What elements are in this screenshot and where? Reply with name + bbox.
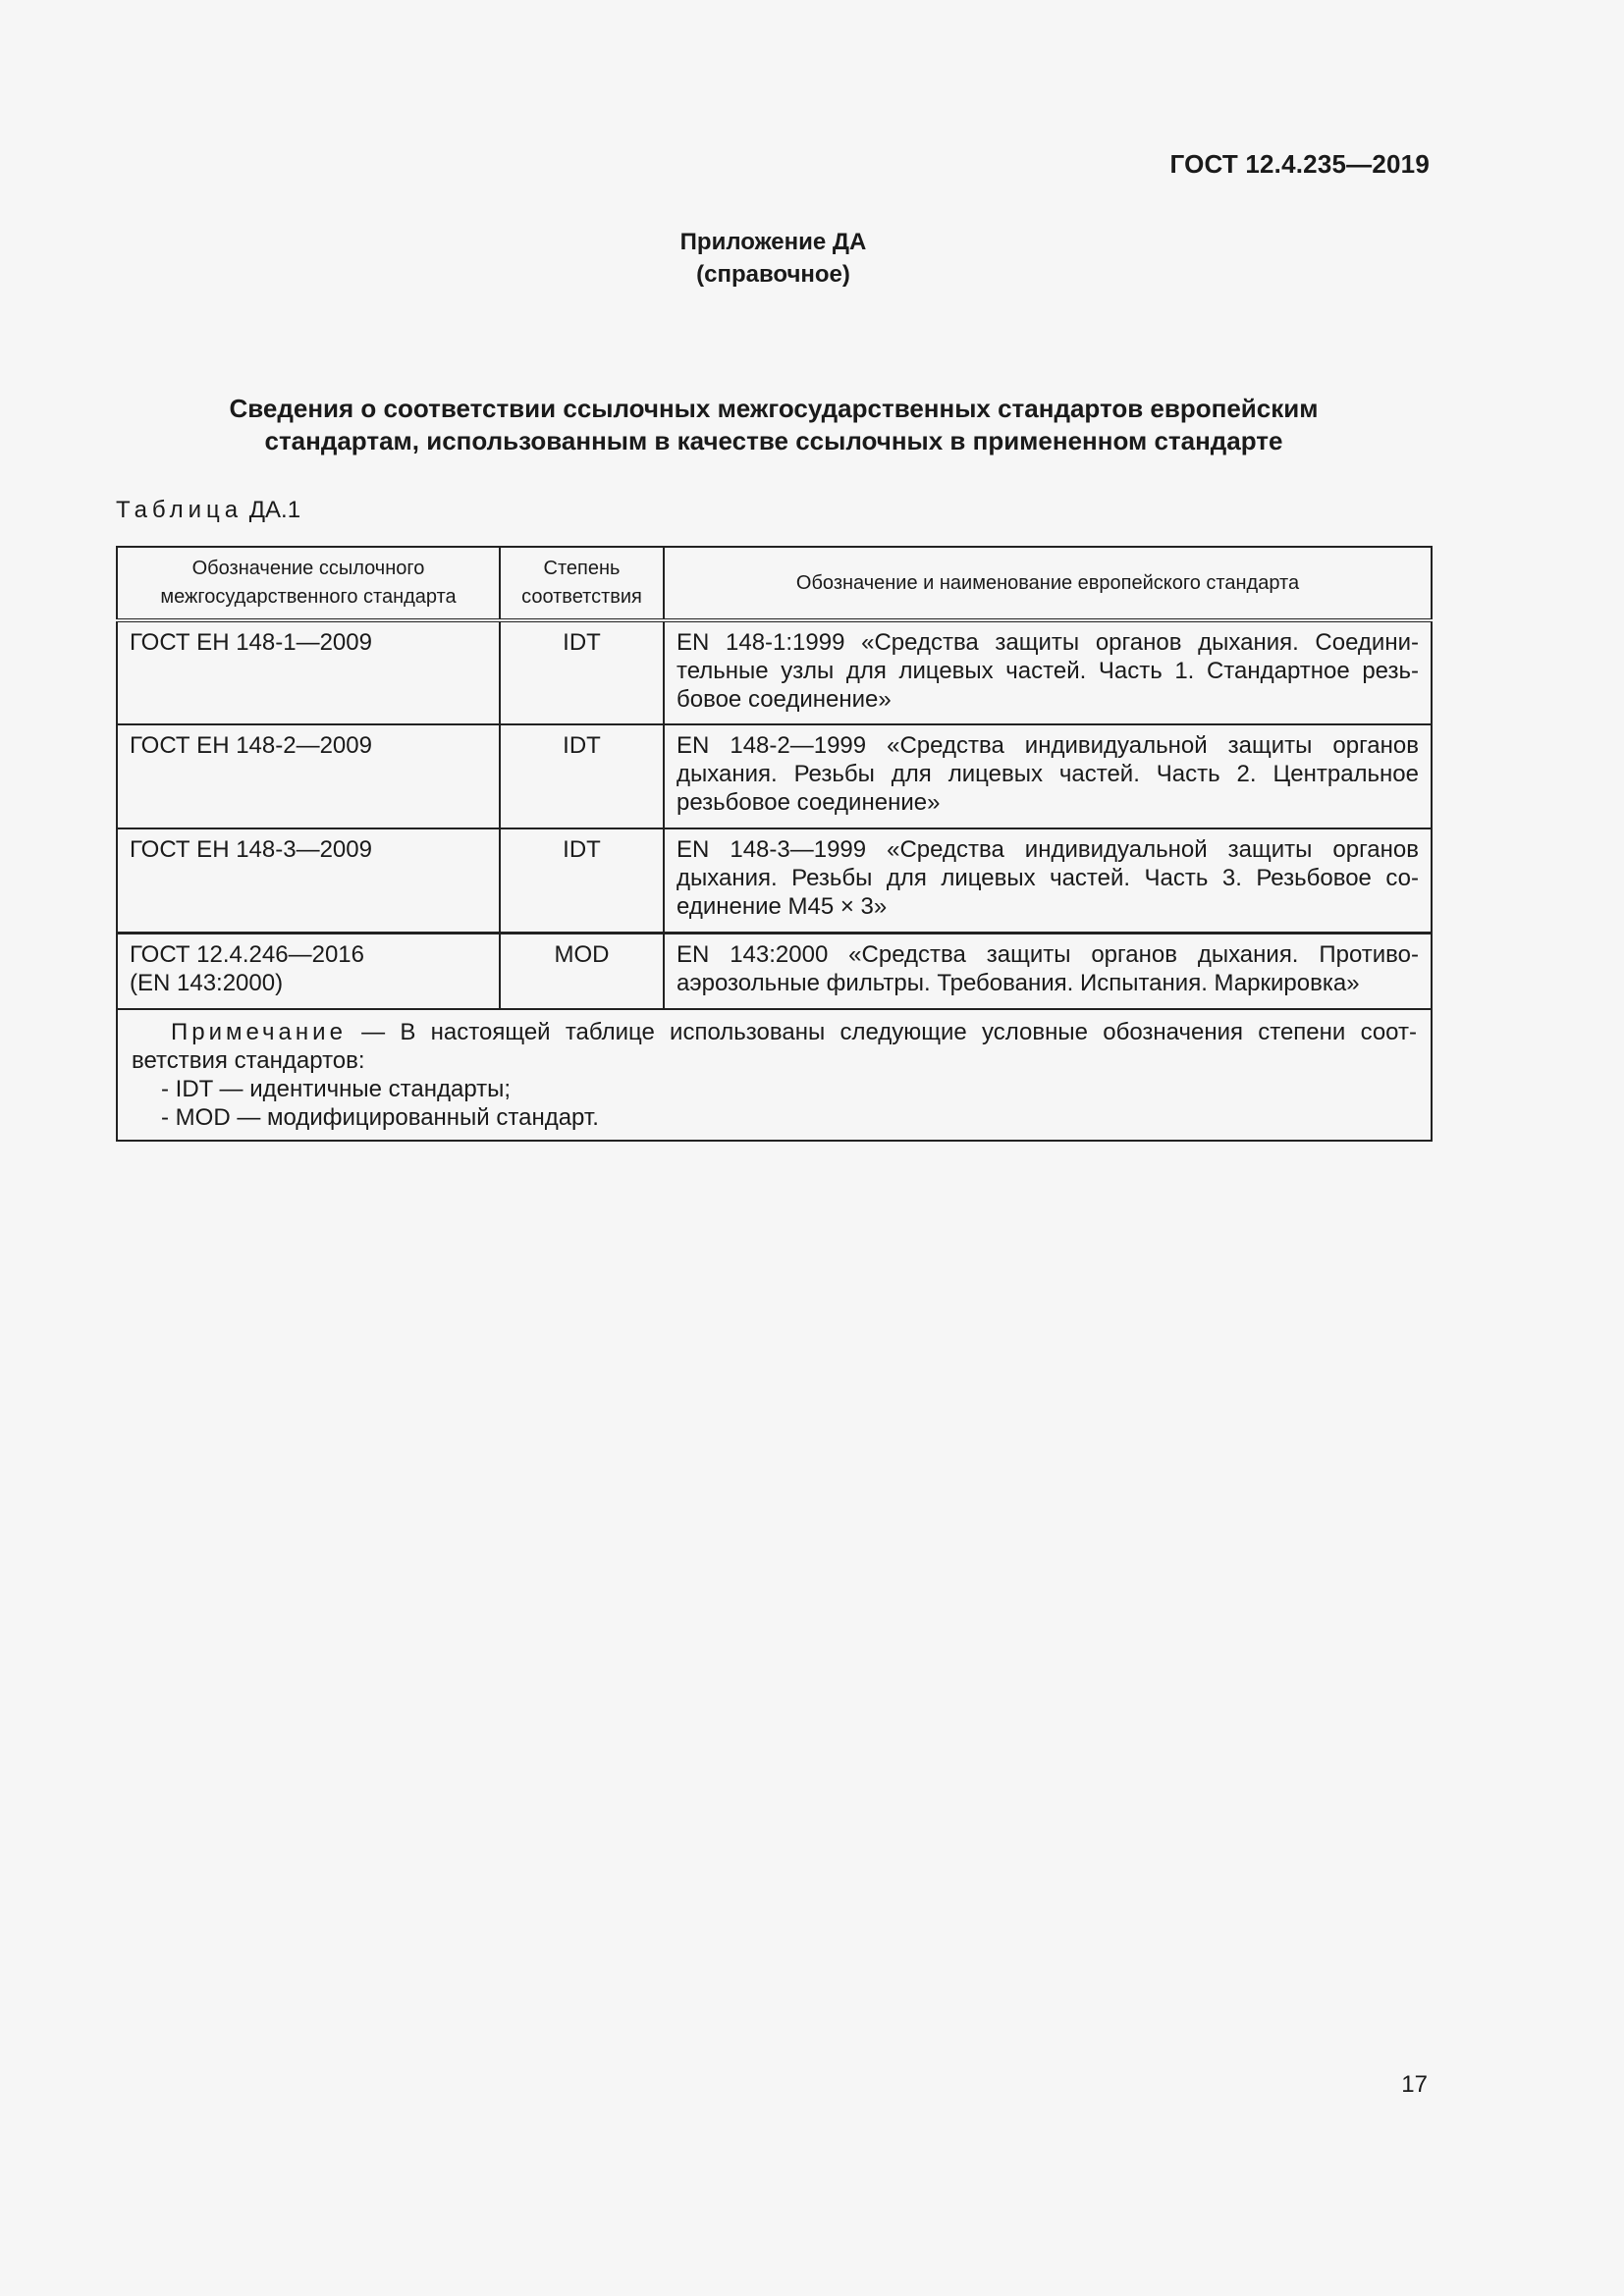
header-european: Обозначение и наименование европейского стандарта (664, 547, 1432, 620)
cell-gost: ГОСТ ЕН 148-3—2009 (117, 828, 500, 933)
table-row (117, 724, 1432, 828)
cell-european: EN 148-3—1999 «Средства индивидуальной защиты органов дыхания. Резьбы для лицевых частей. Часть 3. Резьбовое соединение М45 × 3» (664, 828, 1432, 933)
table-caption-number: ДА.1 (248, 497, 301, 523)
table-row (117, 828, 1432, 933)
table-note-row (117, 1009, 1432, 1141)
table-row (117, 620, 1432, 724)
header-degree: Степень соответствия (500, 547, 664, 620)
cell-degree: IDT (500, 828, 664, 933)
appendix-title: Приложение ДА (679, 229, 867, 255)
note-item-mod: - MOD — модифицированный стандарт. (161, 1104, 599, 1131)
cell-degree: IDT (500, 620, 664, 724)
page-number: 17 (1401, 2071, 1428, 2098)
note-head: Примечание (171, 1019, 347, 1045)
appendix-subtitle: (справочное) (696, 261, 850, 288)
note-item-idt: - IDT — идентичные стандарты; (161, 1076, 512, 1102)
document-code: ГОСТ 12.4.235—2019 (1169, 149, 1430, 179)
cell-gost (117, 933, 500, 1009)
cell-gost-line-2: (EN 143:2000) (130, 969, 284, 996)
standards-table (116, 546, 1433, 1142)
cell-gost: ГОСТ ЕН 148-1—2009 (117, 620, 500, 724)
table-header-row (117, 547, 1432, 620)
table-caption (116, 497, 300, 524)
cell-degree: IDT (500, 724, 664, 828)
cell-european: EN 148-1:1999 «Средства защиты органов дыхания. Соединительные узлы для лицевых частей. Часть 1. Стандартное резьбовое соединение» (664, 620, 1432, 724)
cell-gost-line-1: ГОСТ 12.4.246—2016 (130, 940, 364, 968)
appendix-heading (0, 226, 1546, 291)
cell-degree: MOD (500, 933, 664, 1009)
table-note (117, 1009, 1432, 1141)
section-title-line-1: Сведения о соответствии ссылочных межгосударственных стандартов европейским (229, 394, 1319, 423)
note-text: — В настоящей таблице использованы следующие условные обозначения степени соответствия стандартов: (132, 1019, 1417, 1074)
cell-european: EN 143:2000 «Средства защиты органов дыхания. Противоаэрозольные фильтры. Требования. Испытания. Маркировка» (664, 933, 1432, 1009)
table-row (117, 933, 1432, 1009)
section-title-line-2: стандартам, использованным в качестве ссылочных в примененном стандарте (264, 426, 1283, 455)
section-title (118, 393, 1430, 457)
table-caption-word: Таблица (116, 497, 244, 523)
note-paragraph (132, 1018, 1417, 1075)
header-gost: Обозначение ссылочного межгосударственного стандарта (117, 547, 500, 620)
cell-gost: ГОСТ ЕН 148-2—2009 (117, 724, 500, 828)
cell-european: EN 148-2—1999 «Средства индивидуальной защиты органов дыхания. Резьбы для лицевых частей. Часть 2. Центральное резьбовое соединение» (664, 724, 1432, 828)
